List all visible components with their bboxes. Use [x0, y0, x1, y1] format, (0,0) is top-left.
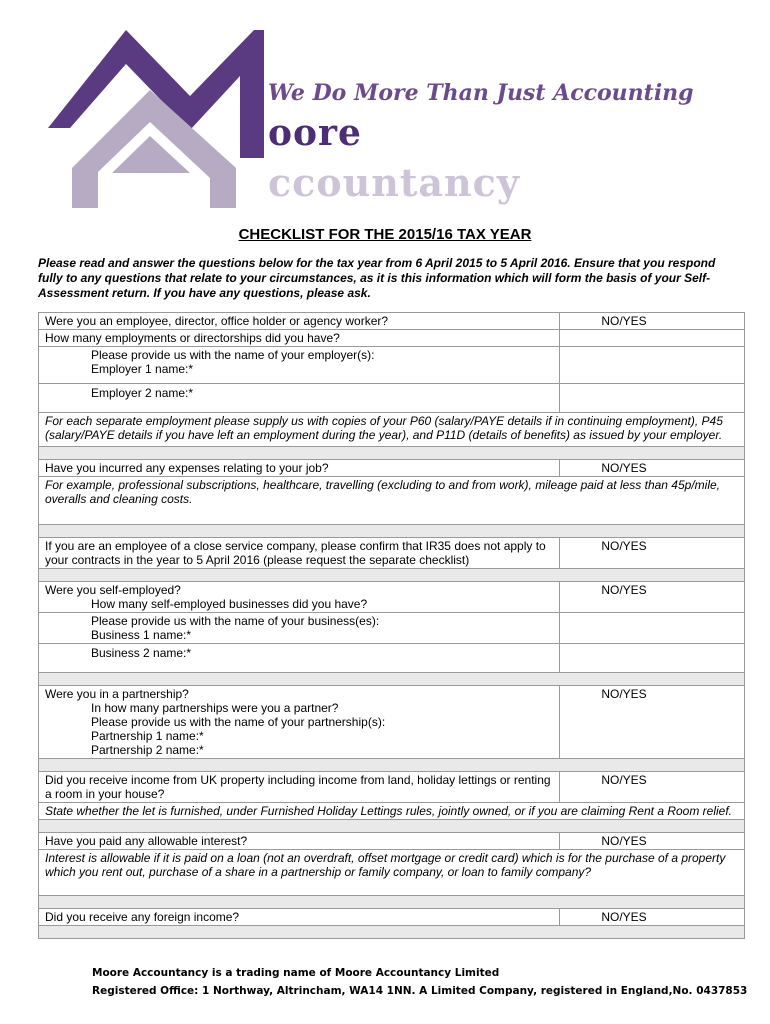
question — [39, 613, 560, 643]
table-row — [38, 686, 745, 759]
row-separator — [38, 926, 745, 939]
question — [39, 686, 560, 758]
question: Were you an employee, director, office holder or agency worker? — [39, 313, 560, 329]
no-yes-answer[interactable]: NO/YES — [601, 773, 647, 787]
no-yes-answer[interactable]: NO/YES — [601, 583, 647, 597]
row-separator — [38, 569, 745, 582]
brand-name-line2: ccountancy — [268, 160, 520, 205]
question-line: In how many partnerships were you a partner? — [91, 701, 339, 715]
question-line: Employer 1 name:* — [91, 362, 194, 376]
question-line: How many self-employed businesses did you have? — [91, 597, 368, 611]
row-separator — [38, 896, 745, 909]
question-line: Please provide us with the name of your business(es): — [91, 614, 380, 628]
no-yes-answer[interactable]: NO/YES — [601, 834, 647, 848]
table-row — [38, 460, 745, 477]
table-row — [38, 384, 745, 413]
brand-name-line1: oore — [268, 112, 362, 154]
footer-line: Registered Office: 1 Northway, Altrincham, WA14 1NN. A Limited Company, registered in England,No. 0437853 — [92, 985, 748, 997]
no-yes-answer[interactable]: NO/YES — [601, 314, 647, 328]
question-line: Please provide us with the name of your partnership(s): — [91, 715, 386, 729]
table-row — [38, 909, 745, 926]
table-row — [38, 538, 745, 569]
note: For each separate employment please supply us with copies of your P60 (salary/PAYE details if in continuing employment), P45 (salary/PAYE details if you have left an employment during the year), and P11D (details of benefits) as issued by your employer. — [45, 414, 723, 442]
intro-paragraph: Please read and answer the questions below for the tax year from 6 April 2015 to 5 April 2016. Ensure that you respond fully to any questions that relate to your circumstances, as it is this information which will form the basis of your Self-Assessment return. If you have any questions, please ask. — [38, 256, 716, 300]
table-row — [38, 833, 745, 850]
table-row — [38, 313, 745, 330]
question: How many employments or directorships did you have? — [39, 330, 560, 346]
answer-cell[interactable] — [560, 330, 744, 346]
table-row — [38, 330, 745, 347]
question: Have you incurred any expenses relating to your job? — [39, 460, 560, 476]
table-row — [38, 803, 745, 820]
table-row — [38, 613, 745, 644]
answer-cell[interactable] — [560, 644, 744, 672]
question-line: Partnership 2 name:* — [91, 743, 204, 757]
row-separator — [38, 820, 745, 833]
row-separator — [38, 673, 745, 686]
question: Did you receive any foreign income? — [39, 909, 560, 925]
question-line: Were you in a partnership? — [45, 687, 189, 701]
checklist-table — [38, 312, 745, 939]
table-row — [38, 347, 745, 384]
question-line: Partnership 1 name:* — [91, 729, 204, 743]
answer-cell[interactable] — [560, 613, 744, 643]
question-line: Were you self-employed? — [45, 583, 181, 597]
table-row — [38, 772, 745, 803]
logo-dark-roof — [48, 30, 264, 158]
answer-cell[interactable] — [560, 347, 744, 383]
table-row — [38, 413, 745, 447]
note: State whether the let is furnished, under Furnished Holiday Lettings rules, jointly owned, or if you are claiming Rent a Room relief. — [45, 804, 733, 818]
question — [39, 347, 560, 383]
no-yes-answer[interactable]: NO/YES — [601, 539, 647, 553]
question: Business 2 name:* — [39, 644, 560, 672]
question: Have you paid any allowable interest? — [39, 833, 560, 849]
page-title: CHECKLIST FOR THE 2015/16 TAX YEAR — [238, 226, 532, 243]
question: If you are an employee of a close service company, please confirm that IR35 does not apply to your contracts in the year to 5 April 2016 (please request the separate checklist) — [39, 538, 560, 568]
question-line: Business 1 name:* — [91, 628, 192, 642]
table-row — [38, 644, 745, 673]
no-yes-answer[interactable]: NO/YES — [601, 461, 647, 475]
footer — [92, 964, 747, 1000]
question: Employer 2 name:* — [39, 384, 560, 412]
no-yes-answer[interactable]: NO/YES — [601, 910, 647, 924]
row-separator — [38, 525, 745, 538]
row-separator — [38, 759, 745, 772]
answer-cell[interactable] — [560, 384, 744, 412]
table-row — [38, 582, 745, 613]
question: Did you receive income from UK property including income from land, holiday lettings or renting a room in your house? — [39, 772, 560, 802]
note: For example, professional subscriptions, healthcare, travelling (excluding to and from work), mileage paid at less than 45p/mile, overalls and cleaning costs. — [45, 478, 720, 506]
question-line: Please provide us with the name of your employer(s): — [91, 348, 375, 362]
table-row — [38, 477, 745, 525]
note: Interest is allowable if it is paid on a loan (not an overdraft, offset mortgage or credit card) which is for the purchase of a property which you rent out, purchase of a share in a partnership or family company, or loan to family company? — [45, 851, 726, 879]
no-yes-answer[interactable]: NO/YES — [601, 687, 647, 701]
table-row — [38, 850, 745, 896]
question — [39, 582, 560, 612]
row-separator — [38, 447, 745, 460]
tagline: We Do More Than Just Accounting — [268, 80, 694, 106]
footer-line: Moore Accountancy is a trading name of Moore Accountancy Limited — [92, 967, 500, 979]
